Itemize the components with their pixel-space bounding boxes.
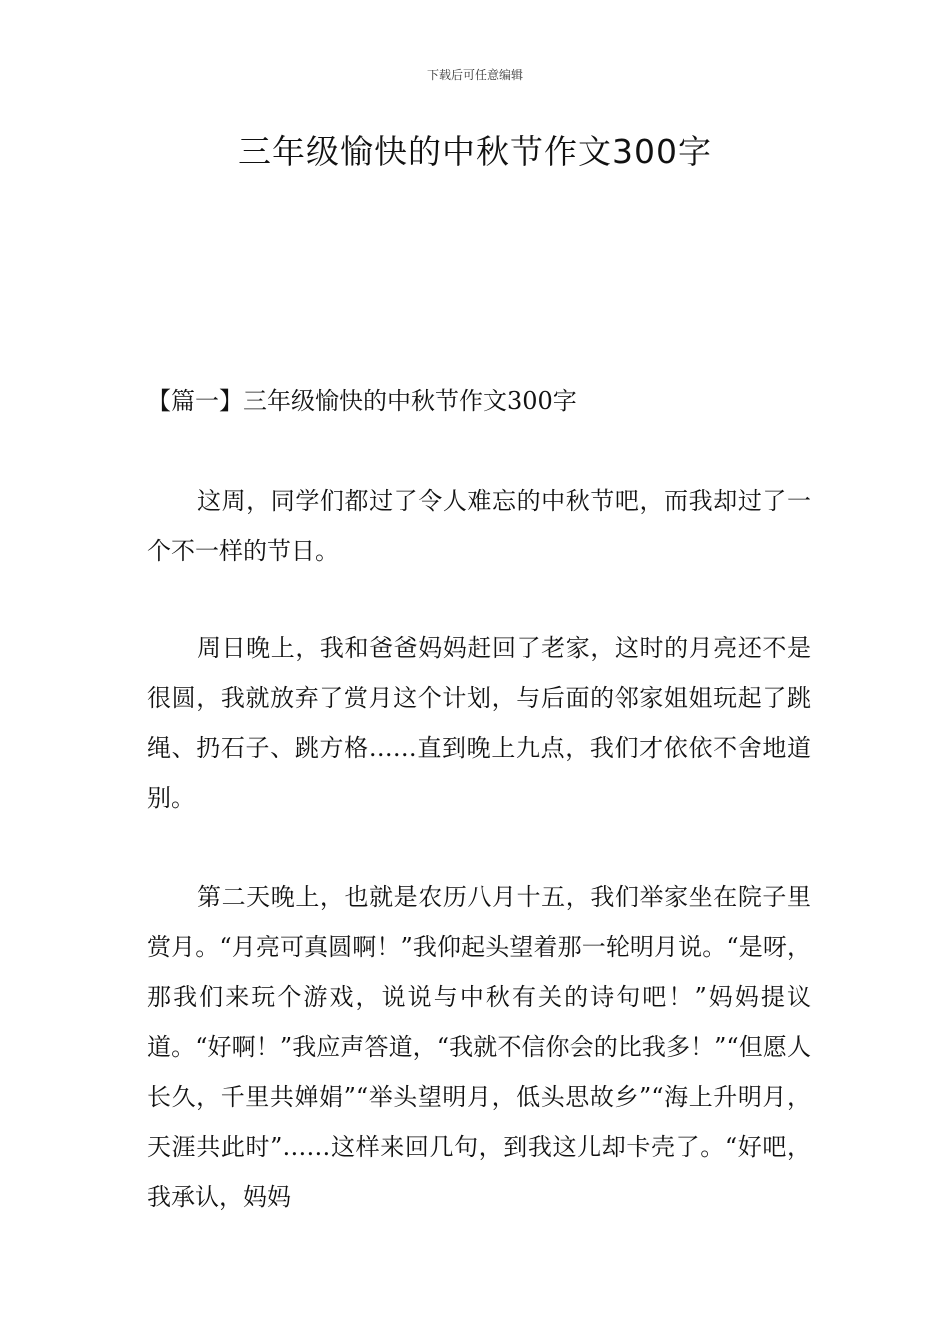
- paragraph-3: 第二天晚上，也就是农历八月十五，我们举家坐在院子里赏月。“月亮可真圆啊！”我仰起头望着那一轮明月说。“是呀，那我们来玩个游戏，说说与中秋有关的诗句吧！”妈妈提议道。“好啊！”我应声答道，“我就不信你会的比我多！”“但愿人长久，千里共婵娟”“举头望明月，低头思故乡”“海上升明月，天涯共此时”……这样来回几句，到我这儿却卡壳了。“好吧，我承认，妈妈: [147, 883, 811, 1211]
- document-title: 三年级愉快的中秋节作文300字: [238, 132, 712, 171]
- paragraph-2: 周日晚上，我和爸爸妈妈赶回了老家，这时的月亮还不是很圆，我就放弃了赏月这个计划，与后面的邻家姐姐玩起了跳绳、扔石子、跳方格……直到晚上九点，我们才依依不舍地道别。: [147, 634, 811, 812]
- header-note: 下载后可任意编辑: [426, 68, 523, 82]
- section-heading: 【篇一】三年级愉快的中秋节作文300字: [147, 387, 577, 415]
- paragraph-1: 这周，同学们都过了令人难忘的中秋节吧，而我却过了一个不一样的节日。: [147, 487, 811, 565]
